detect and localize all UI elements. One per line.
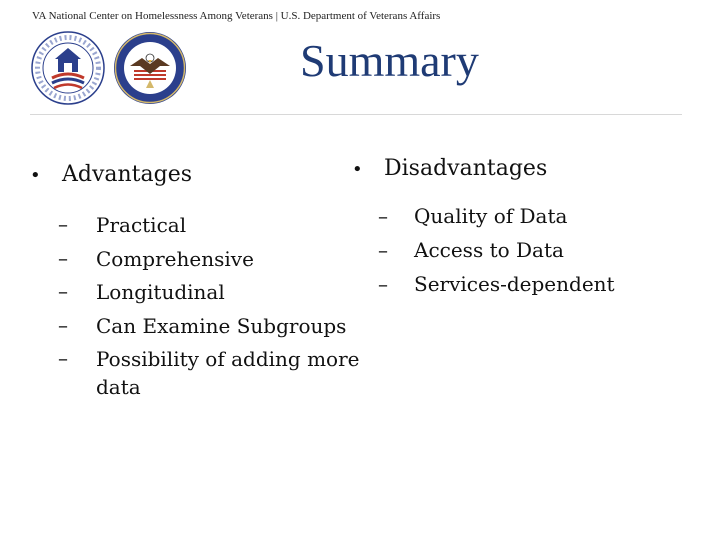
list-item (30, 309, 360, 343)
page-title: Summary (300, 35, 479, 86)
disadvantage-item: Services-dependent (414, 272, 615, 296)
advantages-heading: Advantages (62, 162, 193, 187)
list-item (30, 342, 360, 401)
bullet-icon: • (352, 159, 363, 180)
bullet-icon: • (30, 165, 41, 186)
header-divider (30, 114, 682, 115)
advantages-section (30, 162, 360, 401)
list-item (352, 233, 692, 267)
list-item (352, 199, 692, 233)
list-item (30, 208, 360, 242)
advantage-item: Longitudinal (96, 280, 225, 304)
dash-icon: – (58, 312, 68, 337)
dash-icon: – (58, 346, 68, 370)
dash-icon: – (58, 245, 68, 270)
national-center-seal-icon (30, 30, 106, 106)
disadvantage-item: Access to Data (414, 238, 564, 262)
list-item (30, 242, 360, 276)
dash-icon: – (58, 212, 68, 236)
list-item (352, 267, 692, 301)
advantage-item: Practical (96, 213, 187, 237)
dash-icon: – (378, 238, 388, 262)
header-source-line: VA National Center on Homelessness Among Veterans | U.S. Department of Veterans Affairs (32, 10, 441, 22)
disadvantages-heading-row (352, 156, 692, 181)
advantage-item: Possibility of adding more data (96, 347, 360, 399)
dash-icon: – (378, 272, 388, 296)
advantages-list (30, 208, 360, 401)
advantage-item: Comprehensive (96, 246, 254, 271)
dash-icon: – (58, 279, 68, 303)
disadvantages-section (352, 156, 692, 301)
disadvantage-item: Quality of Data (414, 204, 568, 228)
disadvantages-heading: Disadvantages (384, 156, 548, 181)
disadvantages-list (352, 199, 692, 301)
advantage-item: Can Examine Subgroups (96, 313, 347, 338)
list-item (30, 275, 360, 309)
advantages-heading-row (30, 162, 360, 187)
va-seal-icon (112, 30, 188, 106)
dash-icon: – (378, 204, 388, 228)
